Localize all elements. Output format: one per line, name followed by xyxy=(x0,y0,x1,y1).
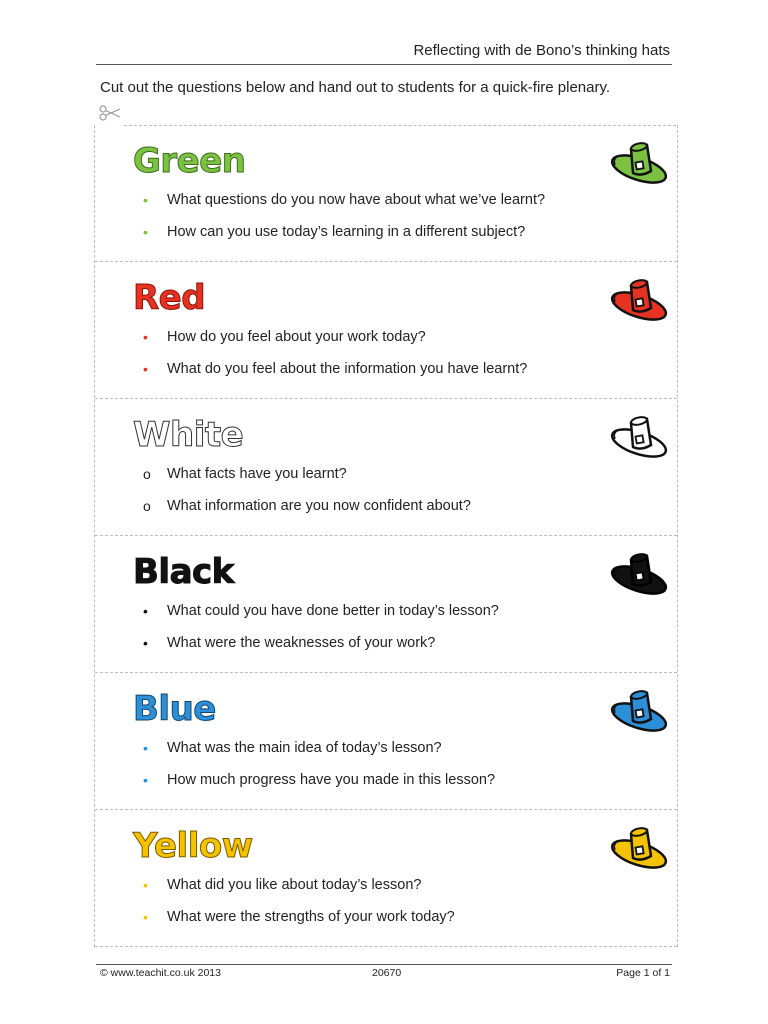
question-list xyxy=(143,463,471,527)
question-item xyxy=(143,326,527,358)
question-text: What were the weaknesses of your work? xyxy=(167,635,436,651)
bullet-icon: • xyxy=(143,224,148,240)
question-list xyxy=(143,189,545,253)
bullet-icon: • xyxy=(143,877,148,893)
question-text: What could you have done better in today’s lesson? xyxy=(167,603,499,619)
question-item xyxy=(143,769,495,801)
question-text: What information are you now confident about? xyxy=(167,498,471,514)
hat-card-yellow xyxy=(95,810,677,947)
bullet-icon: o xyxy=(143,466,151,482)
footer-page: Page 1 of 1 xyxy=(616,967,670,979)
question-text: How can you use today’s learning in a different subject? xyxy=(167,224,526,240)
bullet-icon: • xyxy=(143,772,148,788)
question-item xyxy=(143,358,527,390)
question-list xyxy=(143,737,495,801)
question-item xyxy=(143,632,499,664)
card-title: Green xyxy=(133,141,246,181)
question-list xyxy=(143,600,499,664)
hat-card-white xyxy=(95,399,677,536)
header-divider xyxy=(96,64,672,65)
question-item xyxy=(143,600,499,632)
card-title: Red xyxy=(133,278,206,318)
question-text: What was the main idea of today’s lesson? xyxy=(167,740,442,756)
scissors-icon xyxy=(98,104,122,122)
page-header-title: Reflecting with de Bono’s thinking hats xyxy=(413,42,670,59)
question-text: What did you like about today’s lesson? xyxy=(167,877,422,893)
bullet-icon: • xyxy=(143,192,148,208)
bullet-icon: • xyxy=(143,329,148,345)
hat-card-blue xyxy=(95,673,677,810)
question-text: What were the strengths of your work today? xyxy=(167,909,455,925)
question-list xyxy=(143,326,527,390)
question-text: What facts have you learnt? xyxy=(167,466,347,482)
question-item xyxy=(143,189,545,221)
bullet-icon: • xyxy=(143,361,148,377)
question-item xyxy=(143,463,471,495)
card-title: Blue xyxy=(133,689,216,729)
question-text: What do you feel about the information you have learnt? xyxy=(167,361,528,377)
hat-card-black xyxy=(95,536,677,673)
bullet-icon: • xyxy=(143,635,148,651)
hat-card-green xyxy=(95,125,677,262)
bullet-icon: • xyxy=(143,603,148,619)
question-text: How do you feel about your work today? xyxy=(167,329,426,345)
card-title: White xyxy=(133,415,244,455)
question-item xyxy=(143,906,455,938)
question-item xyxy=(143,221,545,253)
hat-cards xyxy=(94,125,678,947)
card-title: Black xyxy=(133,552,234,592)
question-list xyxy=(143,874,455,938)
question-text: How much progress have you made in this lesson? xyxy=(167,772,496,788)
red-hat-icon xyxy=(607,272,671,324)
intro-text: Cut out the questions below and hand out to students for a quick-fire plenary. xyxy=(100,79,611,96)
blue-hat-icon xyxy=(607,683,671,735)
question-item xyxy=(143,874,455,906)
question-item xyxy=(143,495,471,527)
bullet-icon: • xyxy=(143,740,148,756)
bullet-icon: o xyxy=(143,498,151,514)
yellow-hat-icon xyxy=(607,820,671,872)
black-hat-icon xyxy=(607,546,671,598)
footer-copyright: © www.teachit.co.uk 2013 xyxy=(100,967,221,979)
footer-divider xyxy=(96,964,672,965)
hat-card-red xyxy=(95,262,677,399)
footer-code: 20670 xyxy=(372,967,402,979)
bullet-icon: • xyxy=(143,909,148,925)
card-title: Yellow xyxy=(133,826,253,866)
white-hat-icon xyxy=(607,409,671,461)
question-text: What questions do you now have about what we’ve learnt? xyxy=(167,192,546,208)
green-hat-icon xyxy=(607,135,671,187)
question-item xyxy=(143,737,495,769)
